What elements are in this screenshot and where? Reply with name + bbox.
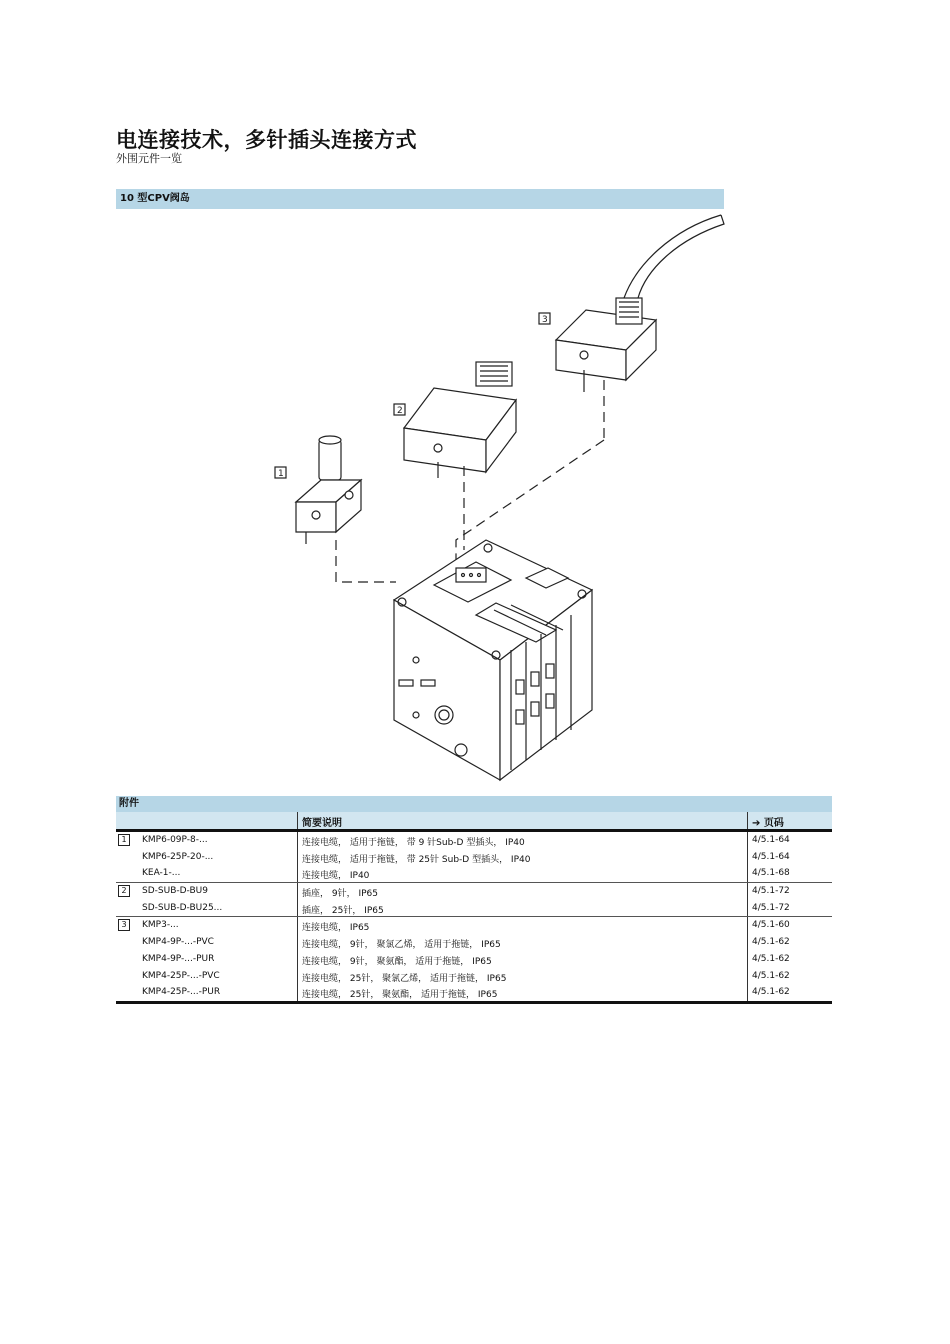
part-code: KMP4-9P-...-PVC (142, 937, 214, 948)
connector-3-drawing (556, 298, 656, 440)
table-row (116, 849, 832, 866)
part-description: 连接电缆， 适用于拖链， 带 9 针Sub-D 型插头， IP40 (302, 838, 525, 848)
item-number-badge: 2 (118, 885, 130, 897)
part-description: 连接电缆， 25针， 聚氨酯， 适用于拖链， IP65 (302, 990, 498, 1001)
part-code: KMP4-25P-...-PVC (142, 970, 220, 981)
table-row (116, 865, 832, 882)
section-header: 10 型CPV阀岛 (116, 189, 724, 209)
table-row (116, 917, 832, 934)
page-reference: 4/5.1-64 (752, 835, 790, 845)
page-reference: 4/5.1-72 (752, 886, 790, 897)
page-reference: 4/5.1-62 (752, 937, 790, 948)
part-description: 连接电缆， IP65 (302, 923, 370, 934)
column-header-page: ➔ 页码 (752, 818, 784, 829)
page-reference: 4/5.1-60 (752, 920, 790, 931)
item-number-badge: 3 (118, 919, 130, 931)
accessories-title: 附件 (116, 796, 832, 812)
part-description: 连接电缆， IP40 (302, 871, 370, 882)
table-group-3 (116, 917, 832, 1000)
part-description: 连接电缆， 9针， 聚氨酯， 适用于拖链， IP65 (302, 956, 492, 967)
svg-text:3: 3 (542, 315, 548, 325)
table-row (116, 934, 832, 951)
part-description: 连接电缆， 25针， 聚氯乙烯， 适用于拖链， IP65 (302, 973, 507, 984)
page-reference: 4/5.1-62 (752, 953, 790, 964)
page-reference: 4/5.1-68 (752, 868, 790, 879)
table-row (116, 900, 832, 917)
part-code: KMP6-25P-20-... (142, 851, 214, 862)
part-code: KMP3-... (142, 920, 179, 931)
part-code: KMP4-25P-...-PUR (142, 987, 221, 998)
table-group-1 (116, 832, 832, 883)
part-code: KMP6-09P-8-... (142, 835, 208, 845)
table-body (116, 832, 832, 1004)
valve-terminal-drawing (394, 540, 592, 780)
page-title: 电连接技术，多针插头连接方式 (116, 128, 417, 152)
table-row (116, 951, 832, 968)
table-row (116, 883, 832, 900)
connector-1-drawing (296, 436, 361, 544)
page-reference: 4/5.1-62 (752, 987, 790, 998)
part-code: KMP4-9P-...-PUR (142, 953, 215, 964)
technical-illustration (116, 210, 736, 790)
table-group-2 (116, 883, 832, 917)
column-header-description: 简要说明 (302, 818, 342, 829)
table-row (116, 832, 832, 849)
connector-2-drawing (404, 362, 516, 550)
table-row (116, 984, 832, 1001)
svg-text:2: 2 (397, 406, 403, 416)
table-header-row (116, 812, 832, 832)
accessories-table (116, 796, 832, 1004)
part-description: 连接电缆， 适用于拖链， 带 25针 Sub-D 型插头， IP40 (302, 854, 531, 865)
page-subtitle: 外围元件一览 (116, 152, 182, 165)
page-reference: 4/5.1-64 (752, 851, 790, 862)
item-number-badge: 1 (118, 834, 130, 846)
part-code: SD-SUB-D-BU9 (142, 886, 208, 897)
part-description: 插座， 25针， IP65 (302, 905, 384, 916)
part-description: 连接电缆， 9针， 聚氯乙烯， 适用于拖链， IP65 (302, 940, 501, 951)
table-row (116, 968, 832, 985)
part-description: 插座， 9针， IP65 (302, 889, 378, 900)
svg-text:1: 1 (278, 469, 284, 479)
part-code: KEA-1-... (142, 868, 181, 879)
page-reference: 4/5.1-62 (752, 970, 790, 981)
part-code: SD-SUB-D-BU25... (142, 902, 223, 913)
page-reference: 4/5.1-72 (752, 902, 790, 913)
